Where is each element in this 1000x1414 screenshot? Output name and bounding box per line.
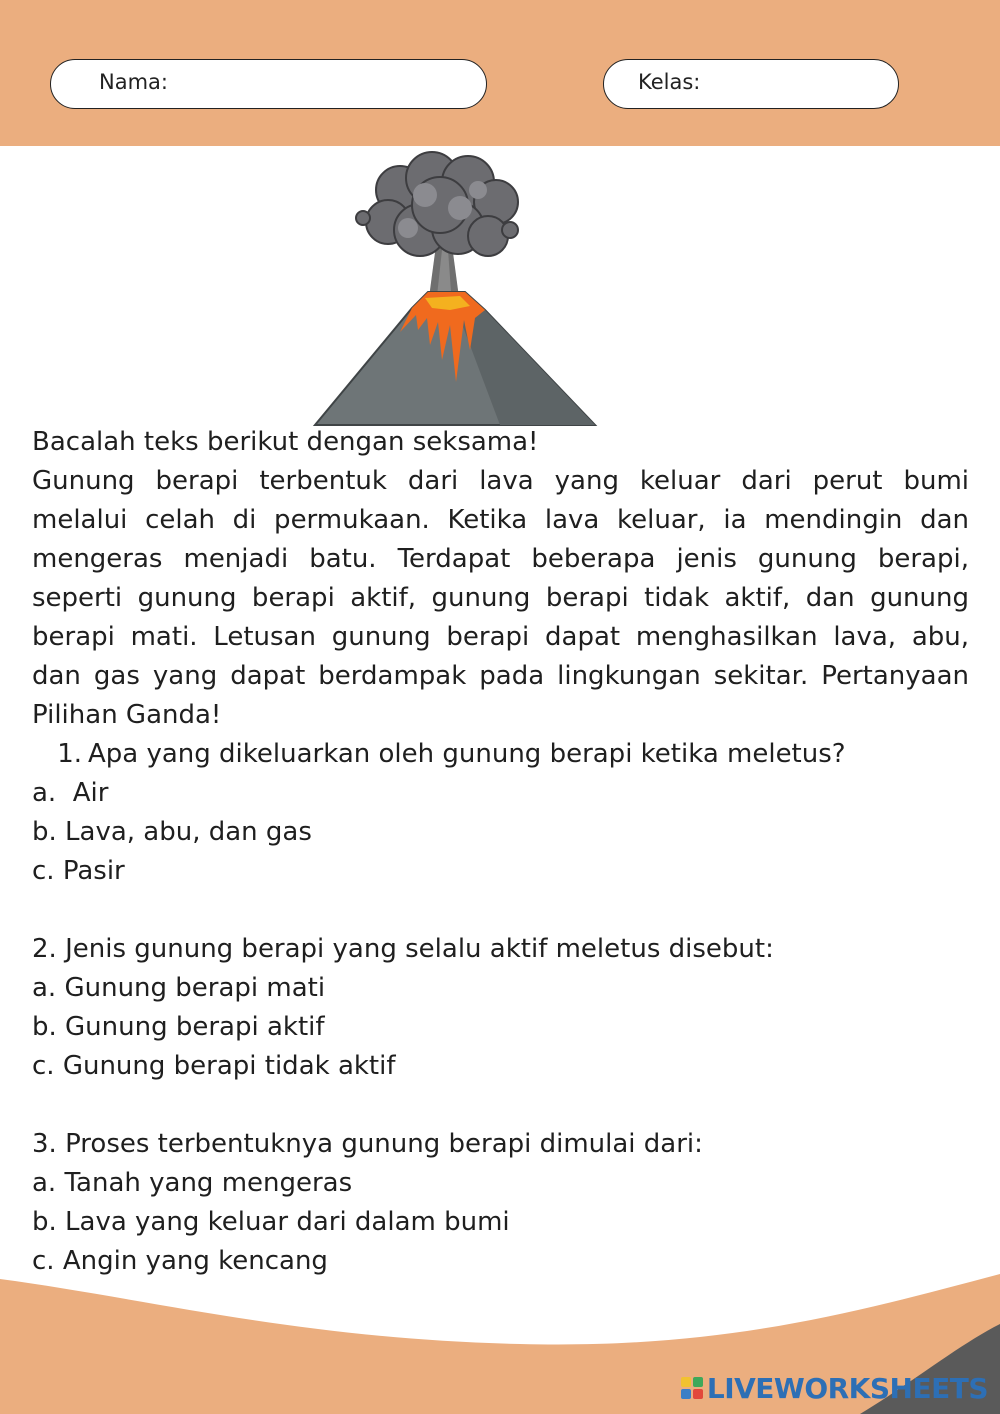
paragraph-line: seperti gunung berapi aktif, gunung berapi tidak aktif, dan gunung (32, 583, 969, 613)
brand-name: LIVEWORKSHEETS (706, 1371, 988, 1405)
class-field[interactable] (603, 59, 899, 109)
answer-option[interactable]: b. Lava yang keluar dari dalam bumi (32, 1207, 510, 1237)
spacer (32, 891, 969, 930)
answer-option[interactable]: a. Gunung berapi mati (32, 973, 326, 1003)
paragraph-line: dan gas yang dapat berdampak pada lingkungan sekitar. Pertanyaan (32, 661, 969, 691)
paragraph-line: Gunung berapi terbentuk dari lava yang keluar dari perut bumi (32, 466, 969, 496)
paragraph-line: berapi mati. Letusan gunung berapi dapat menghasilkan lava, abu, (32, 622, 969, 652)
liveworksheets-logo[interactable] (681, 1370, 988, 1406)
instruction-text: Bacalah teks berikut dengan seksama! (32, 427, 539, 457)
answer-option[interactable]: b. Lava, abu, dan gas (32, 817, 312, 847)
paragraph-line: melalui celah di permukaan. Ketika lava keluar, ia mendingin dan (32, 505, 969, 535)
answer-option[interactable]: a. Tanah yang mengeras (32, 1168, 353, 1198)
brand-icon (681, 1377, 703, 1399)
class-label: Kelas: (638, 70, 701, 94)
answer-option[interactable]: c. Gunung berapi tidak aktif (32, 1051, 396, 1081)
answer-option[interactable]: b. Gunung berapi aktif (32, 1012, 325, 1042)
question-3: 3. Proses terbentuknya gunung berapi dimulai dari: (32, 1129, 703, 1159)
question-text: Apa yang dikeluarkan oleh gunung berapi ketika meletus? (88, 739, 846, 769)
answer-option[interactable]: c. Pasir (32, 856, 125, 886)
volcano-eruption-icon (300, 150, 600, 428)
question-2: 2. Jenis gunung berapi yang selalu aktif meletus disebut: (32, 934, 774, 964)
spacer (32, 1086, 969, 1125)
question-1 (32, 735, 969, 774)
paragraph-line: Pilihan Ganda! (32, 700, 222, 730)
name-label: Nama: (99, 70, 168, 94)
answer-option[interactable]: c. Angin yang kencang (32, 1246, 328, 1276)
paragraph-line: mengeras menjadi batu. Terdapat beberapa jenis gunung berapi, (32, 544, 969, 574)
answer-option[interactable]: a. Air (32, 778, 109, 808)
name-field[interactable] (50, 59, 487, 109)
question-number: 1. (57, 739, 82, 769)
header-band (0, 0, 1000, 146)
reading-section (32, 423, 969, 1281)
